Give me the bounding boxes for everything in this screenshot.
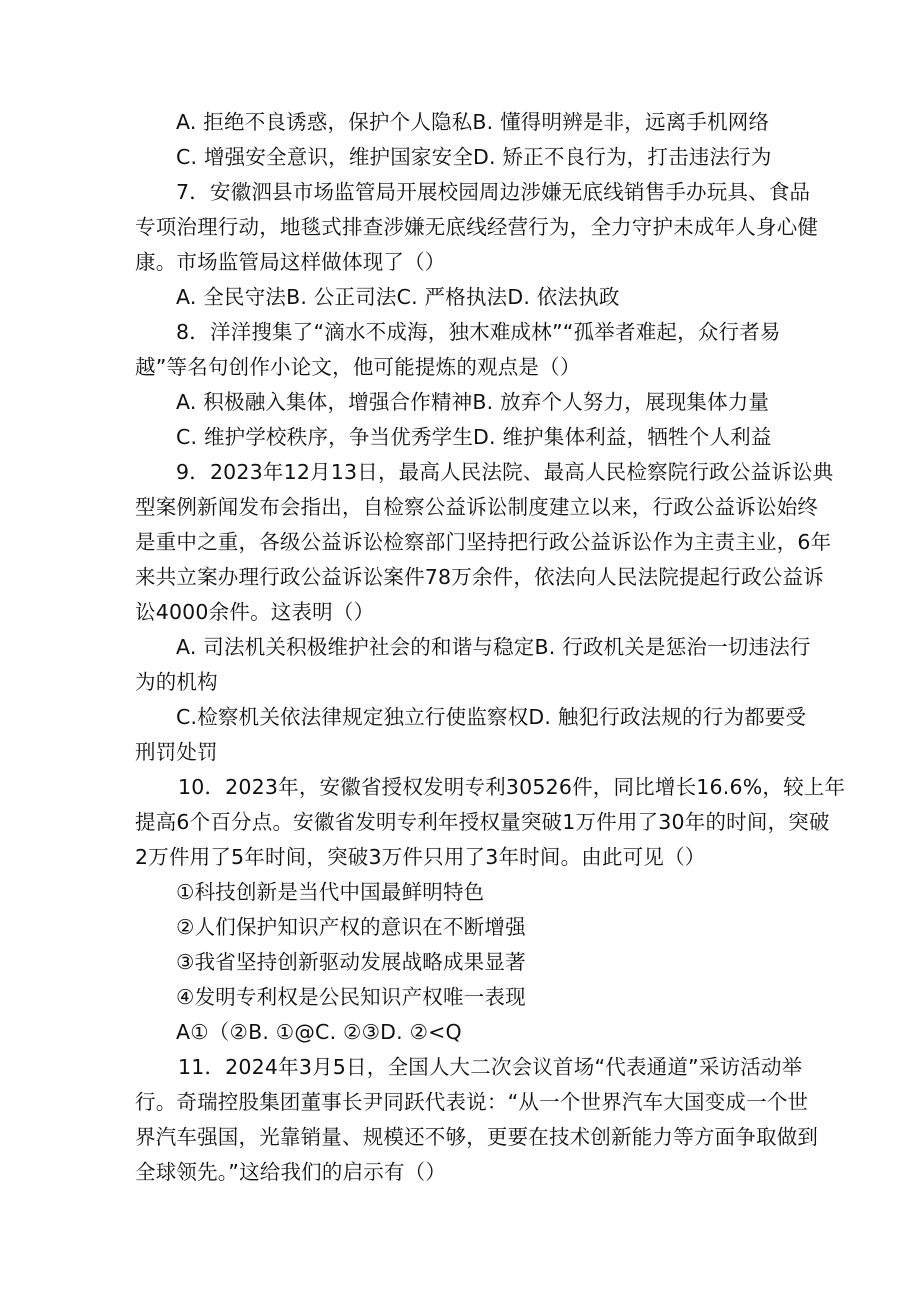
q9-options-ab-line1: A. 司法机关积极维护社会的和谐与稳定B. 行政机关是惩治一切违法行 <box>176 635 811 659</box>
q10-statement-3: ③我省坚持创新驱动发展战略成果显著 <box>176 950 526 974</box>
q11-stem-line4: 全球领先。”这给我们的启示有（） <box>135 1160 447 1184</box>
q10-stem-line2: 提高6个百分点。安徽省发明专利年授权量突破1万件用了30年的时间，突破 <box>135 810 830 834</box>
q6-options-ab: A. 拒绝不良诱惑，保护个人隐私B. 懂得明辨是非，远离手机网络 <box>176 110 770 134</box>
q7-stem-line2: 专项治理行动，地毯式排查涉嫌无底线经营行为，全力守护未成年人身心健 <box>135 215 819 239</box>
q10-stem-line1: 10．2023年，安徽省授权发明专利30526件，同比增长16.6%，较上年 <box>178 775 846 799</box>
q9-stem-line4: 来共立案办理行政公益诉讼案件78万余件，依法向人民法院提起行政公益诉 <box>135 565 824 589</box>
q7-options: A. 全民守法B. 公正司法C. 严格执法D. 依法执政 <box>176 285 620 309</box>
q9-options-ab-line2: 为的机构 <box>135 670 218 694</box>
q10-stem-line3: 2万件用了5年时间，突破3万件只用了3年时间。由此可见（） <box>135 845 706 869</box>
q8-options-ab: A. 积极融入集体，增强合作精神B. 放弃个人努力，展现集体力量 <box>176 390 770 414</box>
q9-options-cd-line2: 刑罚处罚 <box>135 740 218 764</box>
q8-options-cd: C. 维护学校秩序，争当优秀学生D. 维护集体利益，牺牲个人利益 <box>176 425 772 449</box>
q11-stem-line3: 界汽车强国，光靠销量、规模还不够，更要在技术创新能力等方面争取做到 <box>135 1125 819 1149</box>
q9-options-cd-line1: C.检察机关依法律规定独立行使监察权D. 触犯行政法规的行为都要受 <box>176 705 807 729</box>
q10-statement-1: ①科技创新是当代中国最鲜明特色 <box>176 880 485 904</box>
q8-stem-line2: 越”等名句创作小论文，他可能提炼的观点是（） <box>135 355 581 379</box>
q8-stem-line1: 8．洋洋搜集了“滴水不成海，独木难成林”“孤举者难起，众行者易 <box>176 320 781 344</box>
q9-stem-line1: 9．2023年12月13日，最高人民法院、最高人民检察院行政公益诉讼典 <box>176 460 834 484</box>
q7-stem-line1: 7．安徽泗县市场监管局开展校园周边涉嫌无底线销售手办玩具、食品 <box>176 180 811 204</box>
q9-stem-line2: 型案例新闻发布会指出，自检察公益诉讼制度建立以来，行政公益诉讼始终 <box>135 495 819 519</box>
q11-stem-line2: 行。奇瑞控股集团董事长尹同跃代表说：“从一个世界汽车大国变成一个世 <box>135 1090 809 1114</box>
q10-options: A①（②B. ①@C. ②③D. ②<Q <box>176 1020 462 1044</box>
q7-stem-line3: 康。市场监管局这样做体现了（） <box>135 250 446 274</box>
q9-stem-line5: 讼4000余件。这表明（） <box>135 600 375 624</box>
q6-options-cd: C. 增强安全意识，维护国家安全D. 矫正不良行为，打击违法行为 <box>176 145 772 169</box>
q9-stem-line3: 是重中之重，各级公益诉讼检察部门坚持把行政公益诉讼作为主责主业，6年 <box>135 530 832 554</box>
q10-statement-2: ②人们保护知识产权的意识在不断增强 <box>176 915 526 939</box>
q10-statement-4: ④发明专利权是公民知识产权唯一表现 <box>176 985 526 1009</box>
q11-stem-line1: 11．2024年3月5日，全国人大二次会议首场“代表通道”采访活动举 <box>178 1055 803 1079</box>
